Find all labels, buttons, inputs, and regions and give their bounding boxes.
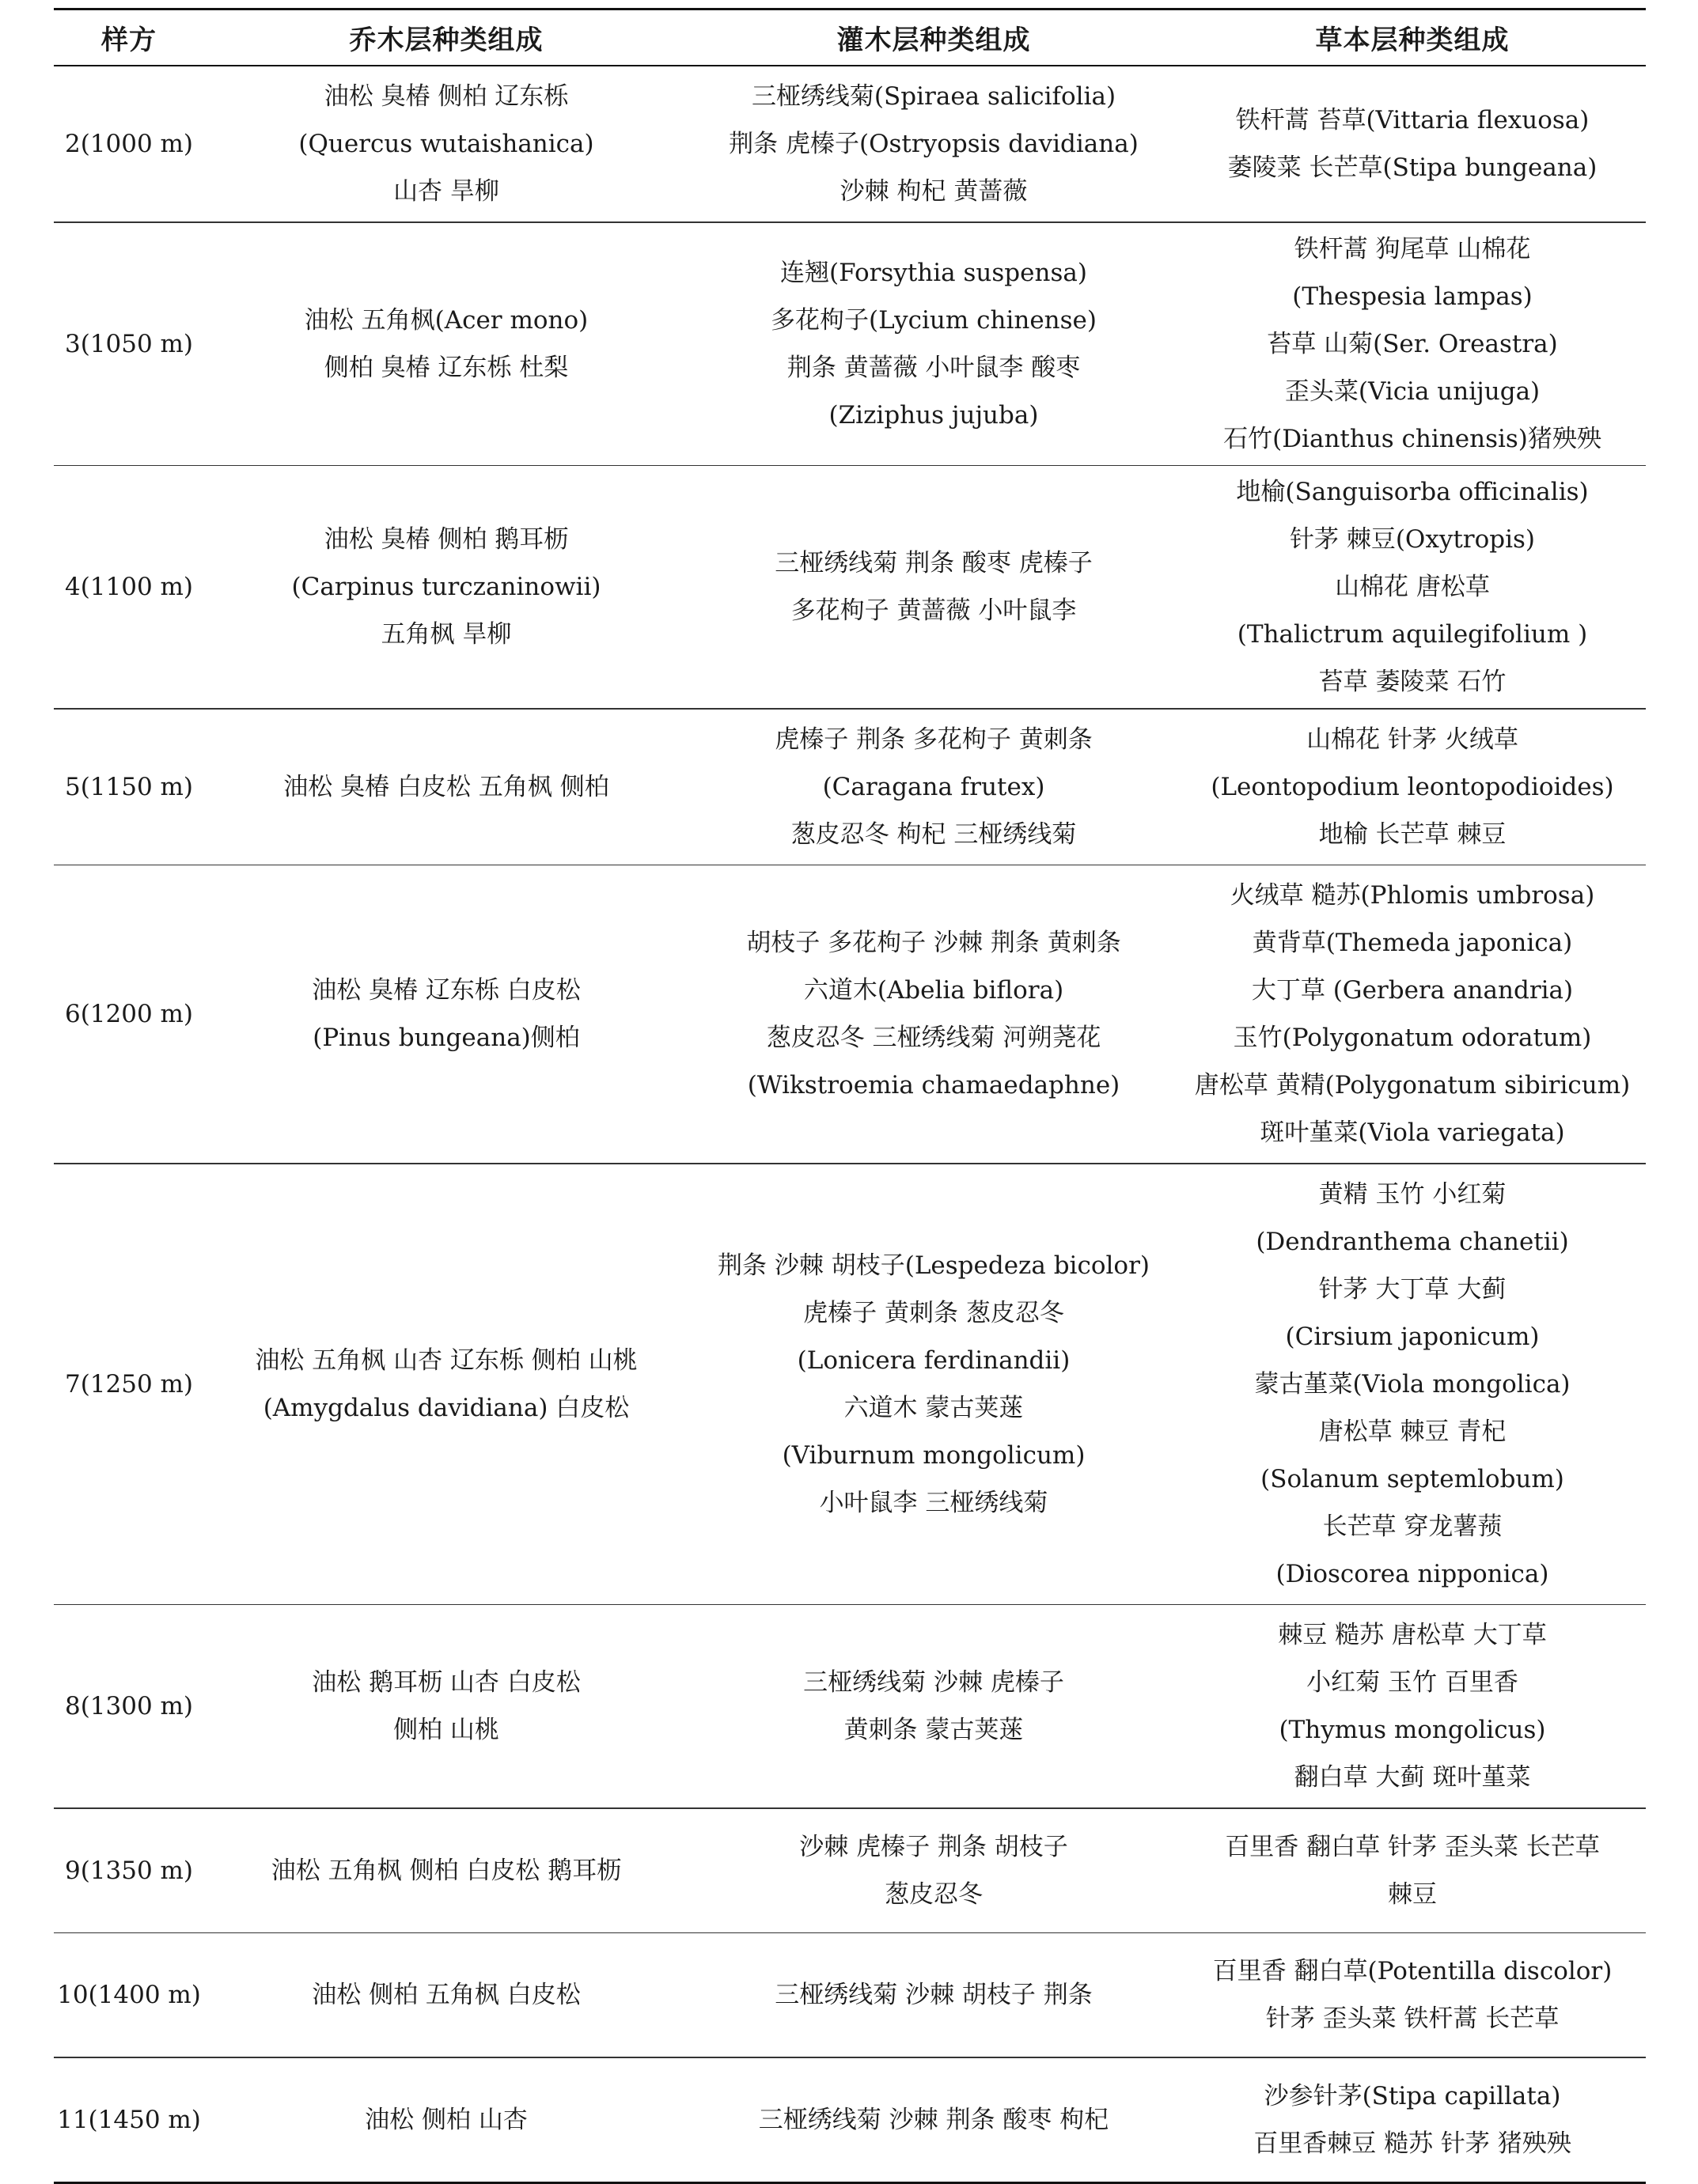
shrub-layer-cell xyxy=(688,66,1179,221)
species-line: 针茅 大丁草 大蓟 xyxy=(1318,1274,1507,1304)
species-line: 油松 侧柏 山杏 xyxy=(365,2105,528,2134)
species-line: 荆条 虎榛子(Ostryopsis davidiana) xyxy=(729,130,1139,158)
species-line: 百里香 翻白草 针茅 歪头菜 长芒草 xyxy=(1225,1832,1600,1861)
species-line: 油松 臭椿 辽东栎 白皮松 xyxy=(312,976,581,1005)
tree-layer-cell xyxy=(204,865,688,1163)
species-line: 棘豆 xyxy=(1388,1879,1437,1909)
plot-cell: 4(1100 m) xyxy=(64,573,194,601)
species-line: 蒙古堇菜(Viola mongolica) xyxy=(1254,1369,1571,1399)
species-line: 黄背草(Themeda japonica) xyxy=(1252,929,1573,957)
herb-layer-cell xyxy=(1179,1809,1646,1932)
species-line: 油松 臭椿 侧柏 辽东栎 xyxy=(324,82,569,111)
species-line: 三桠绣线菊(Spiraea salicifolia) xyxy=(751,82,1116,111)
species-line: 黄刺条 蒙古荚蒾 xyxy=(843,1716,1024,1744)
shrub-layer-cell xyxy=(688,2058,1179,2182)
tree-layer-cell xyxy=(204,1809,688,1932)
species-line: 玉竹(Polygonatum odoratum) xyxy=(1233,1024,1592,1052)
plot-cell: 7(1250 m) xyxy=(64,1369,194,1399)
table-row xyxy=(54,1605,1646,1807)
plot-cell: 3(1050 m) xyxy=(64,329,194,358)
species-line: (Pinus bungeana)侧柏 xyxy=(313,1024,580,1052)
header-herb-layer: 草本层种类组成 xyxy=(1315,25,1510,56)
species-line: 唐松草 黄精(Polygonatum sibiricum) xyxy=(1194,1071,1631,1100)
species-line: 三桠绣线菊 沙棘 胡枝子 荆条 xyxy=(775,1981,1093,2009)
species-line: 唐松草 棘豆 青杞 xyxy=(1318,1417,1507,1446)
species-line: 油松 五角枫(Acer mono) xyxy=(304,305,589,335)
header-plot: 样方 xyxy=(101,25,157,56)
species-line: (Quercus wutaishanica) xyxy=(298,130,594,158)
species-line: 地榆(Sanguisorba officinalis) xyxy=(1236,478,1589,506)
species-line: 多花枸子(Lycium chinense) xyxy=(770,305,1097,335)
shrub-layer-cell xyxy=(688,223,1179,465)
shrub-layer-cell xyxy=(688,710,1179,865)
species-line: 针茅 棘豆(Oxytropis) xyxy=(1289,525,1536,554)
species-line: 侧柏 臭椿 辽东栎 杜梨 xyxy=(324,353,569,382)
table-header xyxy=(54,10,1646,65)
table-row xyxy=(54,1164,1646,1604)
herb-layer-cell xyxy=(1179,1605,1646,1807)
species-line: 大丁草 (Gerbera anandria) xyxy=(1251,976,1574,1005)
species-line: 铁杆蒿 狗尾草 山棉花 xyxy=(1294,234,1531,263)
species-line: (Dendranthema chanetii) xyxy=(1256,1227,1569,1256)
species-line: 三桠绣线菊 沙棘 荆条 酸枣 枸杞 xyxy=(758,2105,1109,2134)
species-line: 小红菊 玉竹 百里香 xyxy=(1306,1668,1518,1697)
species-line: (Viburnum mongolicum) xyxy=(782,1440,1086,1470)
species-composition-table xyxy=(54,8,1646,2184)
species-line: 针茅 歪头菜 铁杆蒿 长芒草 xyxy=(1265,2004,1560,2033)
species-line: 油松 臭椿 白皮松 五角枫 侧柏 xyxy=(283,772,609,801)
shrub-layer-cell xyxy=(688,1164,1179,1604)
plot-cell: 6(1200 m) xyxy=(64,1000,194,1028)
species-line: 小叶鼠李 三桠绣线菊 xyxy=(819,1488,1048,1517)
header-tree-layer: 乔木层种类组成 xyxy=(349,25,544,56)
table-row xyxy=(54,865,1646,1163)
plot-cell: 8(1300 m) xyxy=(64,1692,194,1720)
species-line: 油松 五角枫 侧柏 白皮松 鹅耳枥 xyxy=(271,1856,622,1885)
species-line: 油松 鹅耳枥 山杏 白皮松 xyxy=(312,1668,581,1697)
tree-layer-cell xyxy=(204,1605,688,1807)
table-row xyxy=(54,710,1646,865)
species-line: 虎榛子 荆条 多花枸子 黄刺条 xyxy=(775,725,1093,754)
tree-layer-cell xyxy=(204,66,688,221)
species-line: 葱皮忍冬 三桠绣线菊 河朔荛花 xyxy=(766,1024,1101,1052)
species-line: 油松 臭椿 侧柏 鹅耳枥 xyxy=(324,525,569,554)
species-line: (Leontopodium leontopodioides) xyxy=(1211,772,1614,801)
species-line: 油松 五角枫 山杏 辽东栎 侧柏 山桃 xyxy=(255,1346,638,1375)
plot-cell: 11(1450 m) xyxy=(57,2105,201,2134)
species-line: 侧柏 山桃 xyxy=(393,1716,499,1744)
tree-layer-cell xyxy=(204,1933,688,2057)
table-bottom-rule xyxy=(54,2182,1646,2184)
species-line: 苔草 山菊(Ser. Oreastra) xyxy=(1267,329,1558,358)
tree-layer-cell xyxy=(204,1164,688,1604)
table-row xyxy=(54,1809,1646,1932)
species-line: 歪头菜(Vicia unijuga) xyxy=(1284,377,1541,406)
herb-layer-cell xyxy=(1179,710,1646,865)
tree-layer-cell xyxy=(204,466,688,708)
species-line: 沙棘 枸杞 黄蔷薇 xyxy=(840,177,1028,206)
species-line: 葱皮忍冬 xyxy=(885,1879,983,1909)
species-line: 山杏 旱柳 xyxy=(393,177,499,206)
species-line: (Cirsium japonicum) xyxy=(1285,1322,1540,1351)
species-line: 斑叶堇菜(Viola variegata) xyxy=(1260,1118,1565,1147)
shrub-layer-cell xyxy=(688,1809,1179,1932)
plot-cell: 10(1400 m) xyxy=(57,1981,201,2009)
species-line: (Carpinus turczaninowii) xyxy=(291,573,601,601)
species-line: 山棉花 针茅 火绒草 xyxy=(1306,725,1518,754)
species-line: 黄精 玉竹 小红菊 xyxy=(1318,1179,1507,1209)
species-line: 荆条 黄蔷薇 小叶鼠李 酸枣 xyxy=(786,353,1081,382)
herb-layer-cell xyxy=(1179,865,1646,1163)
table-row xyxy=(54,466,1646,708)
species-line: 虎榛子 黄刺条 葱皮忍冬 xyxy=(803,1298,1064,1327)
species-line: 翻白草 大蓟 斑叶堇菜 xyxy=(1294,1763,1531,1792)
species-line: (Wikstroemia chamaedaphne) xyxy=(747,1071,1120,1100)
herb-layer-cell xyxy=(1179,1164,1646,1604)
species-line: (Caragana frutex) xyxy=(822,772,1045,801)
herb-layer-cell xyxy=(1179,466,1646,708)
species-line: 长芒草 穿龙薯蓣 xyxy=(1322,1512,1503,1541)
shrub-layer-cell xyxy=(688,1933,1179,2057)
table-body xyxy=(54,66,1646,2182)
table-row xyxy=(54,223,1646,465)
species-line: 沙棘 虎榛子 荆条 胡枝子 xyxy=(799,1832,1068,1861)
shrub-layer-cell xyxy=(688,1605,1179,1807)
species-line: 连翘(Forsythia suspensa) xyxy=(780,258,1087,287)
species-line: (Ziziphus jujuba) xyxy=(828,400,1039,430)
tree-layer-cell xyxy=(204,710,688,865)
herb-layer-cell xyxy=(1179,1933,1646,2057)
species-line: 三桠绣线菊 荆条 酸枣 虎榛子 xyxy=(775,549,1093,577)
species-line: 荆条 沙棘 胡枝子(Lespedeza bicolor) xyxy=(718,1251,1150,1280)
species-line: 沙参针茅(Stipa capillata) xyxy=(1264,2081,1561,2110)
species-line: (Solanum septemlobum) xyxy=(1260,1464,1564,1493)
shrub-layer-cell xyxy=(688,466,1179,708)
herb-layer-cell xyxy=(1179,2058,1646,2182)
table-row xyxy=(54,66,1646,221)
species-line: 百里香棘豆 糙苏 针茅 猪殃殃 xyxy=(1253,2129,1571,2158)
species-line: 五角枫 旱柳 xyxy=(381,620,512,649)
species-line: 山棉花 唐松草 xyxy=(1335,573,1490,601)
species-line: 油松 侧柏 五角枫 白皮松 xyxy=(312,1981,581,2009)
species-line: 苔草 萎陵菜 石竹 xyxy=(1318,668,1507,696)
species-line: (Thalictrum aquilegifolium ) xyxy=(1237,620,1588,649)
herb-layer-cell xyxy=(1179,66,1646,221)
species-line: (Thespesia lampas) xyxy=(1292,282,1533,311)
species-line: 萎陵菜 长芒草(Stipa bungeana) xyxy=(1227,153,1598,182)
species-line: (Dioscorea nipponica) xyxy=(1275,1559,1549,1588)
species-line: 棘豆 糙苏 唐松草 大丁草 xyxy=(1278,1621,1547,1649)
herb-layer-cell xyxy=(1179,223,1646,465)
tree-layer-cell xyxy=(204,2058,688,2182)
species-line: 地榆 长芒草 棘豆 xyxy=(1318,819,1507,849)
species-line: 胡枝子 多花枸子 沙棘 荆条 黄刺条 xyxy=(746,929,1121,957)
tree-layer-cell xyxy=(204,223,688,465)
plot-cell: 5(1150 m) xyxy=(64,772,194,801)
table-row xyxy=(54,2058,1646,2182)
table-row xyxy=(54,1933,1646,2057)
header-shrub-layer: 灌木层种类组成 xyxy=(836,25,1031,56)
species-line: 百里香 翻白草(Potentilla discolor) xyxy=(1212,1957,1613,1985)
species-line: 铁杆蒿 苔草(Vittaria flexuosa) xyxy=(1235,106,1590,134)
species-line: (Amygdalus davidiana) 白皮松 xyxy=(263,1393,630,1422)
species-line: (Thymus mongolicus) xyxy=(1279,1716,1546,1744)
shrub-layer-cell xyxy=(688,865,1179,1163)
species-line: 石竹(Dianthus chinensis)猪殃殃 xyxy=(1223,424,1601,453)
species-line: 六道木(Abelia biflora) xyxy=(803,976,1064,1005)
species-line: 葱皮忍冬 枸杞 三桠绣线菊 xyxy=(790,819,1077,849)
species-line: 三桠绣线菊 沙棘 虎榛子 xyxy=(803,1668,1064,1697)
plot-cell: 9(1350 m) xyxy=(64,1856,194,1885)
species-line: 六道木 蒙古荚蒾 xyxy=(843,1393,1024,1422)
species-line: (Lonicera ferdinandii) xyxy=(797,1346,1071,1375)
plot-cell: 2(1000 m) xyxy=(64,130,194,158)
species-line: 多花枸子 黄蔷薇 小叶鼠李 xyxy=(790,596,1077,625)
species-line: 火绒草 糙苏(Phlomis umbrosa) xyxy=(1230,881,1595,910)
